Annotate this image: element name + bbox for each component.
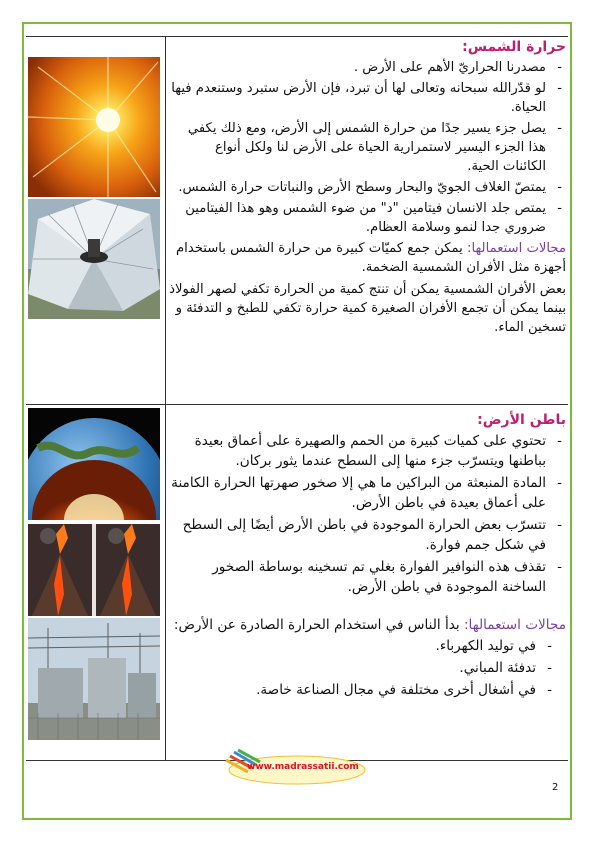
section-heading: باطن الأرض: [477, 412, 566, 428]
list-item: - يمتص جلد الانسان فيتامين "د" من ضوء الشمس وهو هذا الفيتامين ضروري جدا لنمو وسلامة العظام. [168, 199, 566, 237]
list-item: - تدفئة المباني. [168, 658, 556, 678]
list-item: - في أشغال أخرى مختلفة في مجال الصناعة خاصة. [168, 680, 556, 700]
earth-facts-list [168, 431, 566, 597]
column-divider-2 [165, 404, 166, 760]
geothermal-plant-image [28, 618, 160, 740]
uses-paragraph [168, 615, 566, 635]
section-heading: حرارة الشمس: [462, 39, 566, 55]
sun-facts-list [168, 58, 566, 237]
section-sun-heat [168, 37, 566, 338]
list-item: - يصل جزء يسير جدًا من حرارة الشمس إلى الأرض، ومع ذلك يكفي هذا الجزء اليسير لاستمرارية الحياة على الأرض لنا ولكل أنواع الكائنات الحية. [168, 119, 566, 176]
list-item: - تقذف هذه النوافير الفوارة بغلي تم تسخينه بوساطة الصخور الساخنة الموجودة في باطن الأرض. [168, 557, 566, 597]
list-item: - يمتصّ الغلاف الجويّ والبحار وسطح الأرض والنباتات حرارة الشمس. [168, 178, 566, 197]
list-item: - لو قدّرالله سبحانه وتعالى لها أن تبرد، فإن الأرض ستبرد وستنعدم فيها الحياة. [168, 79, 566, 117]
uses-label: مجالات استعمالها: [467, 241, 566, 256]
table-middle-line [26, 404, 568, 405]
site-url-text: www.madrassatii.com [247, 762, 359, 772]
uses-paragraph [168, 239, 566, 277]
earth-core-image [28, 408, 160, 520]
list-item: - المادة المنبعثة من البراكين ما هي إلا صخور صهرتها الحرارة الكامنة على أعماق بعيدة في باطن الأرض. [168, 473, 566, 513]
volcanoes-image [28, 524, 160, 616]
earth-uses-list [168, 636, 556, 700]
uses-label: مجالات استعمالها: [463, 617, 566, 633]
list-item: - في توليد الكهرباء. [168, 636, 556, 656]
uses-text: بدأ الناس في استخدام الحرارة الصادرة عن الأرض: [173, 617, 464, 633]
solar-oven-image [28, 199, 160, 319]
sun-image [28, 57, 160, 197]
section-earth-interior [168, 410, 566, 702]
list-item: - مصدرنا الحراريّ الأهم على الأرض . [168, 58, 566, 77]
list-item: - تحتوي على كميات كبيرة من الحمم والصهيرة على أعماق بعيدة بباطنها ويتسرّب جزء منها إلى السطح عندما يثور بركان. [168, 431, 566, 471]
uses-text: يمكن جمع كميّات كبيرة من حرارة الشمس باستخدام أجهزة مثل الأفران الشمسية الضخمة. [175, 241, 566, 275]
body-paragraph: بعض الأفران الشمسية يمكن أن تنتج كمية من الحرارة تكفي لصهر الفولاذ بينما يمكن أن تجمع الأفران الصغيرة كمية حرارة تكفي للطبخ و التدفئة و تسخين الماء. [169, 282, 566, 335]
list-item: - تتسرّب بعض الحرارة الموجودة في باطن الأرض أيضًا إلى السطح في شكل جمم فوارة. [168, 515, 566, 555]
column-divider [165, 36, 166, 404]
page-number: 2 [552, 782, 559, 793]
